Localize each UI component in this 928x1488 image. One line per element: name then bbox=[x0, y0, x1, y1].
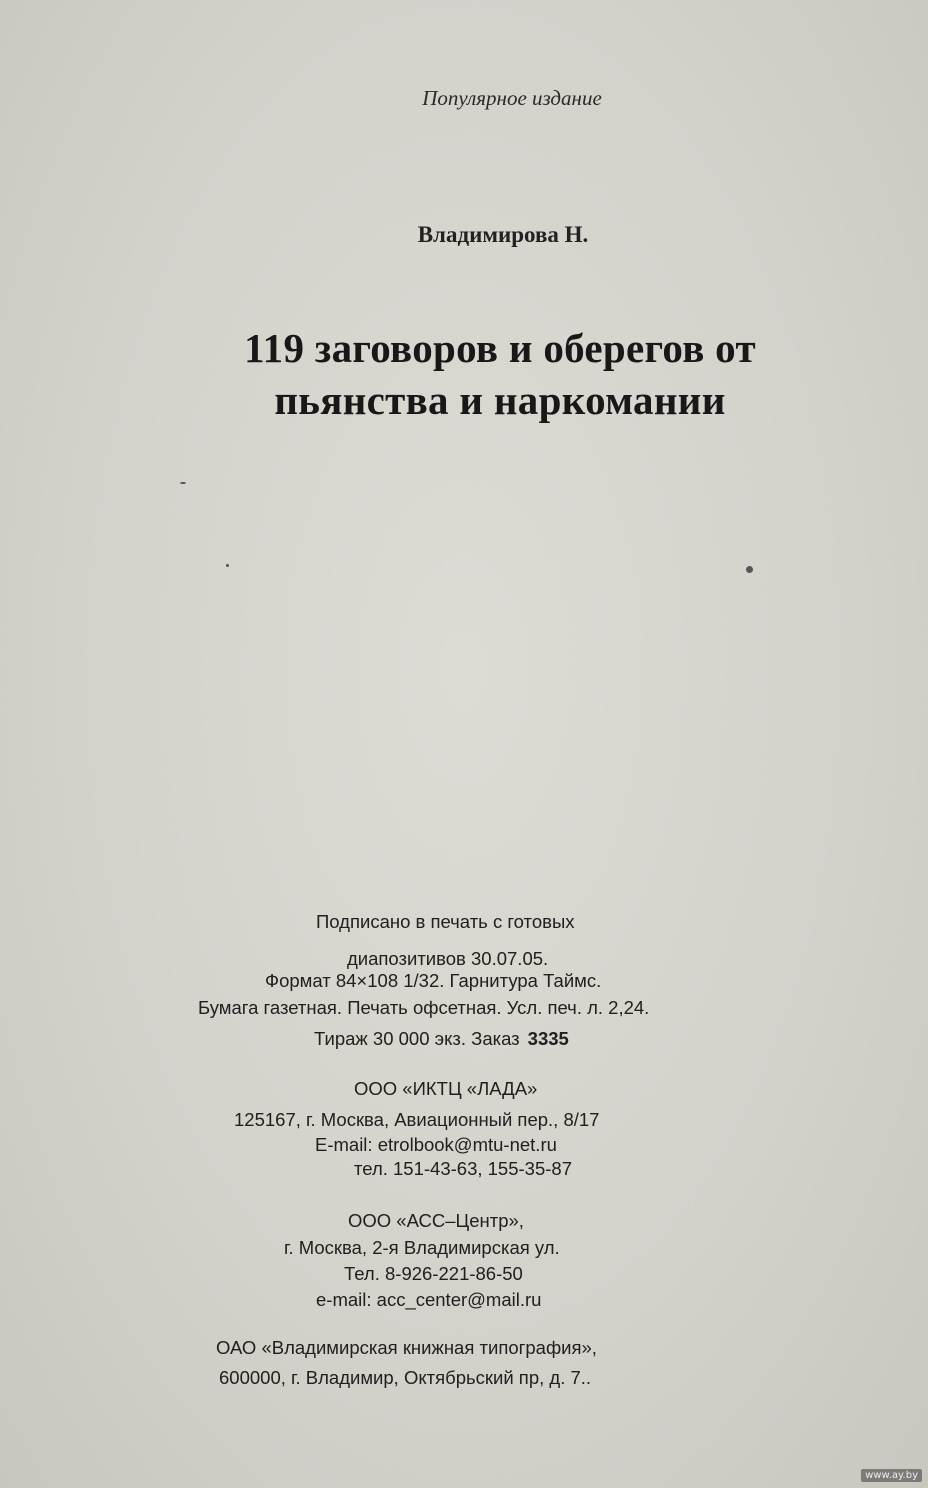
publisher-1-phone: тел. 151-43-63, 155-35-87 bbox=[354, 1158, 572, 1179]
publisher-2-email: e-mail: acc_center@mail.ru bbox=[316, 1289, 542, 1310]
printer-address: 600000, г. Владимир, Октябрьский пр, д. 7.. bbox=[219, 1367, 592, 1388]
print-details-line: Подписано в печать с готовых bbox=[316, 911, 575, 932]
publisher-2-address: г. Москва, 2-я Владимирская ул. bbox=[284, 1237, 560, 1258]
publisher-1-address: 125167, г. Москва, Авиационный пер., 8/17 bbox=[234, 1109, 600, 1130]
print-speck bbox=[226, 564, 229, 567]
print-speck bbox=[180, 482, 186, 484]
order-number: 3335 bbox=[527, 1028, 569, 1049]
print-speck bbox=[746, 566, 753, 573]
series-label: Популярное издание bbox=[422, 86, 602, 110]
author-name: Владимирова Н. bbox=[417, 222, 589, 247]
print-details-line: диапозитивов 30.07.05. bbox=[347, 948, 549, 969]
publisher-2-phone: Тел. 8-926-221-86-50 bbox=[344, 1263, 523, 1284]
book-title bbox=[0, 322, 928, 426]
print-details-line: Бумага газетная. Печать офсетная. Усл. печ. л. 2,24. bbox=[198, 997, 650, 1018]
print-run-text: Тираж 30 000 экз. Заказ bbox=[314, 1028, 520, 1049]
print-details-line: Формат 84×108 1/32. Гарнитура Таймс. bbox=[265, 970, 602, 991]
printer-name: ОАО «Владимирская книжная типография», bbox=[216, 1337, 597, 1358]
publisher-2-name: ООО «АСС–Центр», bbox=[348, 1210, 524, 1231]
publisher-1-email: E-mail: etrolbook@mtu-net.ru bbox=[315, 1134, 557, 1155]
title-line-1: 119 заговоров и оберегов от bbox=[244, 325, 756, 371]
publisher-1-name: ООО «ИКТЦ «ЛАДА» bbox=[354, 1078, 538, 1099]
print-details-line bbox=[314, 1028, 569, 1050]
title-line-2: пьянства и наркомании bbox=[274, 377, 726, 423]
site-watermark: www.ay.by bbox=[861, 1469, 922, 1482]
